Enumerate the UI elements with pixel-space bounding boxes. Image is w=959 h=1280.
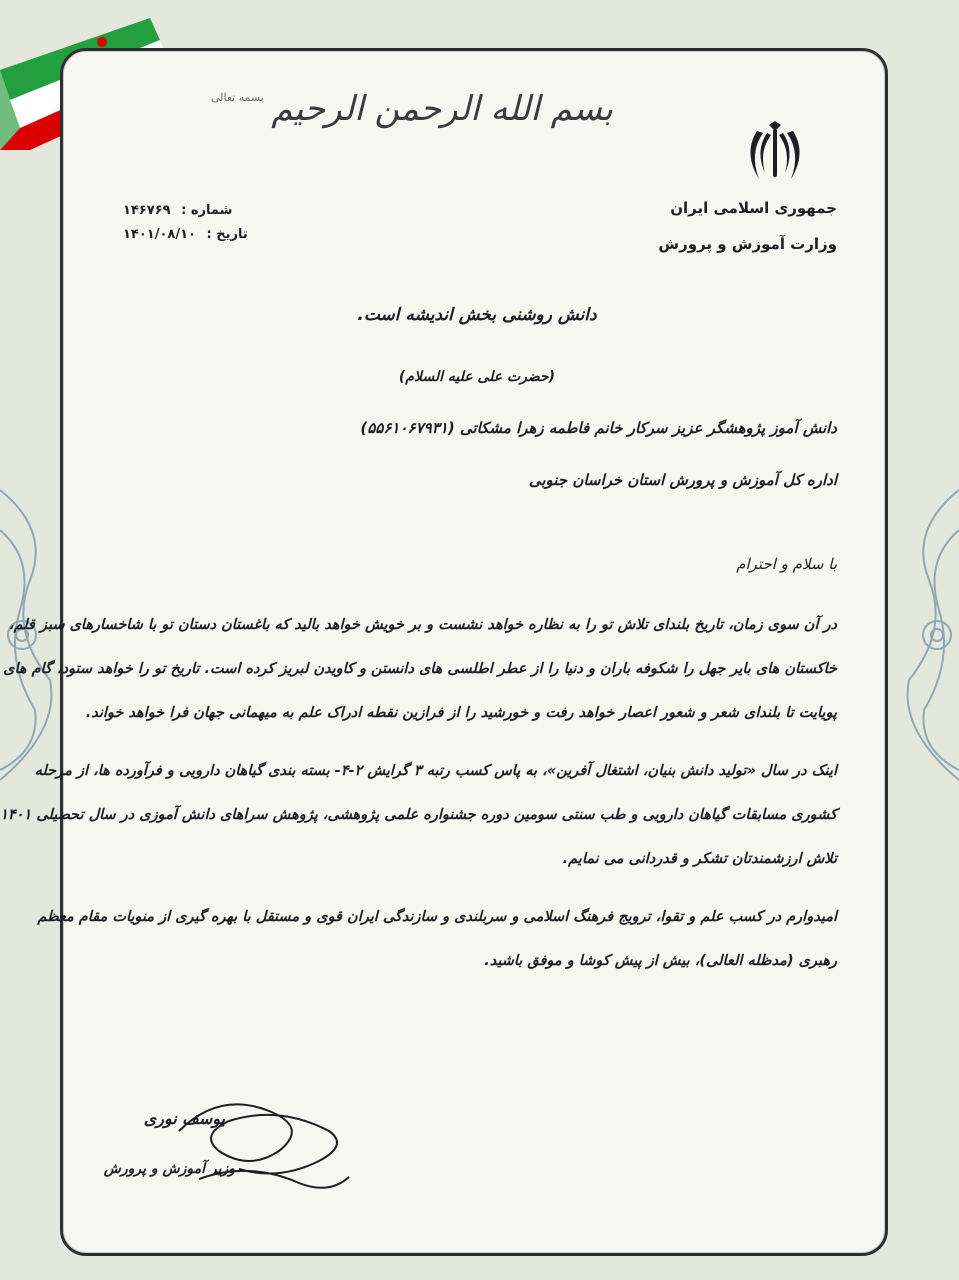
letter-body: [0, 603, 837, 983]
signatory-title: وزیر آموزش و پرورش: [103, 1161, 235, 1177]
body-line: پویایت تا بلندای شعر و شعور اعصار خواهد رفت و خورشید را از فرازین نقطه ادراک علم به میهمانی جهان فرا خواهد خواند.: [85, 705, 837, 721]
letter-number: [123, 203, 232, 218]
basmala-small: بسمه تعالی: [211, 91, 264, 104]
body-line: امیدوارم در کسب علم و تقوا، ترویج فرهنگ اسلامی و سربلندی و سازندگی ایران قوی و مستقل با بهره گیری از منویات مقام معظم: [37, 909, 837, 925]
ornament-pattern-icon: [899, 470, 959, 800]
letter-paper: [0, 48, 888, 1256]
date-label: تاریخ :: [206, 227, 248, 242]
quote-text: دانش روشنی بخش اندیشه است.: [357, 305, 597, 325]
greeting: با سلام و احترام: [736, 555, 837, 573]
recipient-line: دانش آموز پژوهشگر عزیز سرکار خانم فاطمه زهرا مشکاتی (۵۵۶۱۰۶۷۹۳۱): [360, 419, 837, 437]
signature-scribble-icon: [159, 1091, 359, 1201]
ministry-title: وزارت آموزش و پرورش: [658, 235, 837, 253]
body-line: در آن سوی زمان، تاریخ بلندای تلاش تو را به نظاره خواهد نشست و بر خویش خواهد بالید که باغستان دستان تو با شاخسارهای سبز قلم،: [8, 617, 837, 633]
letter-date: [123, 227, 248, 242]
republic-title: جمهوری اسلامی ایران: [670, 199, 837, 217]
basmala-calligraphy: بسم الله الرحمن الرحیم: [271, 89, 613, 129]
quote-source: (حضرت علی علیه السلام): [398, 369, 556, 385]
body-line: اینک در سال «تولید دانش بنیان، اشتغال آفرین»، به پاس کسب رتبه ۳ گرایش ۲-۴- بسته بندی گیاهان دارویی و فرآورده ها، از مرحله: [34, 763, 837, 779]
body-line: کشوری مسابقات گیاهان دارویی و طب سنتی سومین دوره جشنواره علمی پژوهشی، پژوهش سراهای دانش آموزی در سال تحصیلی ۱۴۰۱: [0, 807, 837, 823]
number-value: ۱۴۶۷۶۹: [123, 203, 171, 218]
date-value: ۱۴۰۱/۰۸/۱۰: [123, 227, 196, 242]
recipient-office: اداره کل آموزش و پرورش استان خراسان جنوبی: [528, 471, 837, 489]
number-label: شماره :: [181, 203, 233, 218]
iran-emblem-icon: [743, 121, 807, 185]
body-line: تلاش ارزشمندتان تشکر و قدردانی می نمایم.: [562, 851, 837, 867]
body-line: رهبری (مدظله العالی)، بیش از پیش کوشا و موفق باشید.: [484, 953, 837, 969]
body-line: خاکستان های بایر جهل را شکوفه باران و دنیا را از عطر اطلسی های دانستن و کاویدن لبریز کرده است. تاریخ تو را خواهد ستود، گام های: [3, 661, 837, 677]
signatory-name: یوسف نوری: [143, 1109, 225, 1128]
